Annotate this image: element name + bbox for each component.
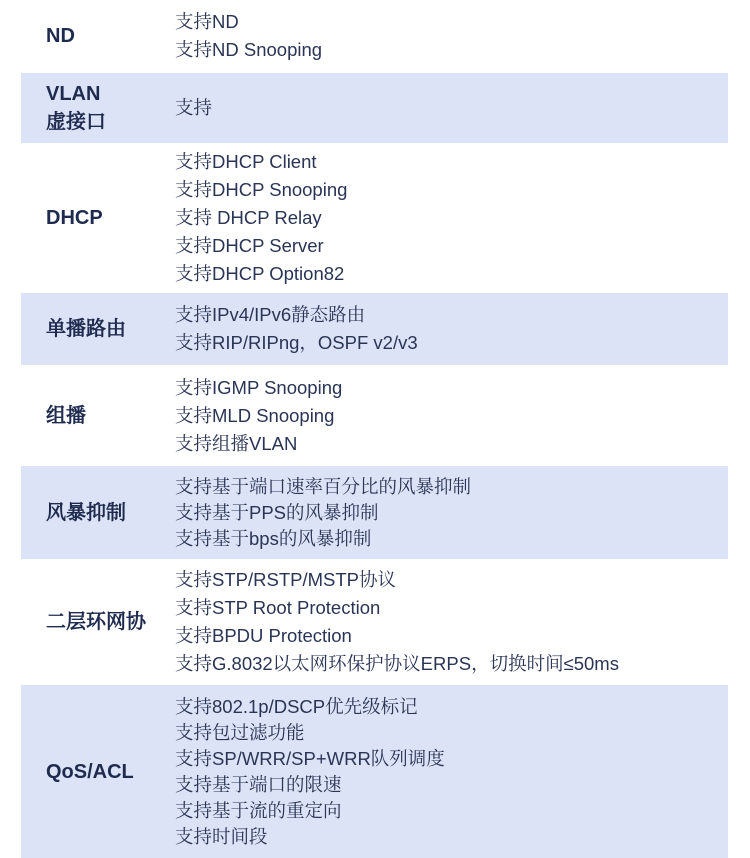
spec-row-storm (21, 466, 728, 559)
list-item: 支持RIP/RIPng，OSPF v2/v3 (175, 332, 418, 353)
list-item: 支持IPv4/IPv6静态路由 (175, 304, 366, 325)
list-item: 支持ND Snooping (175, 39, 323, 60)
spec-row-dhcp (21, 144, 728, 292)
row-label: ND (46, 25, 75, 47)
list-item: 支持MLD Snooping (175, 404, 335, 426)
row-items (175, 8, 322, 64)
list-item: 支持基于端口速率百分比的风暴抑制 (175, 475, 472, 497)
list-item: 支持STP Root Protection (175, 597, 381, 618)
list-item: 支持DHCP Option82 (175, 263, 345, 284)
row-label: DHCP (46, 207, 103, 229)
row-label: QoS/ACL (46, 760, 134, 783)
list-item: 支持IGMP Snooping (175, 376, 343, 398)
row-items (175, 148, 347, 288)
list-item: 支持DHCP Server (175, 235, 324, 256)
row-items (175, 694, 445, 850)
row-label: 组播 (46, 404, 86, 427)
list-item: 支持组播VLAN (175, 432, 298, 454)
list-item: 支持SP/WRR/SP+WRR队列调度 (175, 747, 445, 769)
spec-row-l2-ring (21, 560, 728, 684)
list-item: 支持基于端口的限速 (175, 773, 342, 795)
row-label: 二层环网协 (46, 611, 146, 633)
row-items (175, 566, 619, 678)
list-item: 支持802.1p/DSCP优先级标记 (175, 695, 418, 717)
row-items (175, 374, 342, 458)
list-item: 支持 (175, 97, 213, 118)
row-label: 单播路由 (46, 318, 126, 340)
list-item: 支持时间段 (175, 825, 268, 847)
list-item: 支持ND (175, 11, 239, 32)
row-items (175, 474, 471, 552)
list-item: 支持 DHCP Relay (175, 207, 322, 228)
row-items (175, 94, 212, 122)
list-item: 支持包过滤功能 (175, 721, 305, 743)
row-items (175, 301, 418, 357)
list-item: 支持基于PPS的风暴抑制 (175, 501, 379, 523)
list-item: 支持BPDU Protection (175, 625, 352, 646)
list-item: 支持DHCP Client (175, 151, 317, 172)
spec-row-vlan (21, 73, 728, 143)
list-item: 支持基于流的重定向 (175, 799, 342, 821)
list-item: 支持STP/RSTP/MSTP协议 (175, 569, 396, 590)
spec-row-qos-acl (21, 685, 728, 858)
row-label: 风暴抑制 (46, 501, 126, 524)
list-item: 支持DHCP Snooping (175, 179, 348, 200)
spec-row-unicast (21, 293, 728, 365)
list-item: 支持G.8032以太网环保护协议ERPS，切换时间≤50ms (175, 653, 619, 674)
spec-row-multicast (21, 366, 728, 465)
row-label: VLAN 虚接口 (46, 83, 106, 133)
spec-row-nd (21, 0, 728, 72)
list-item: 支持基于bps的风暴抑制 (175, 527, 372, 549)
